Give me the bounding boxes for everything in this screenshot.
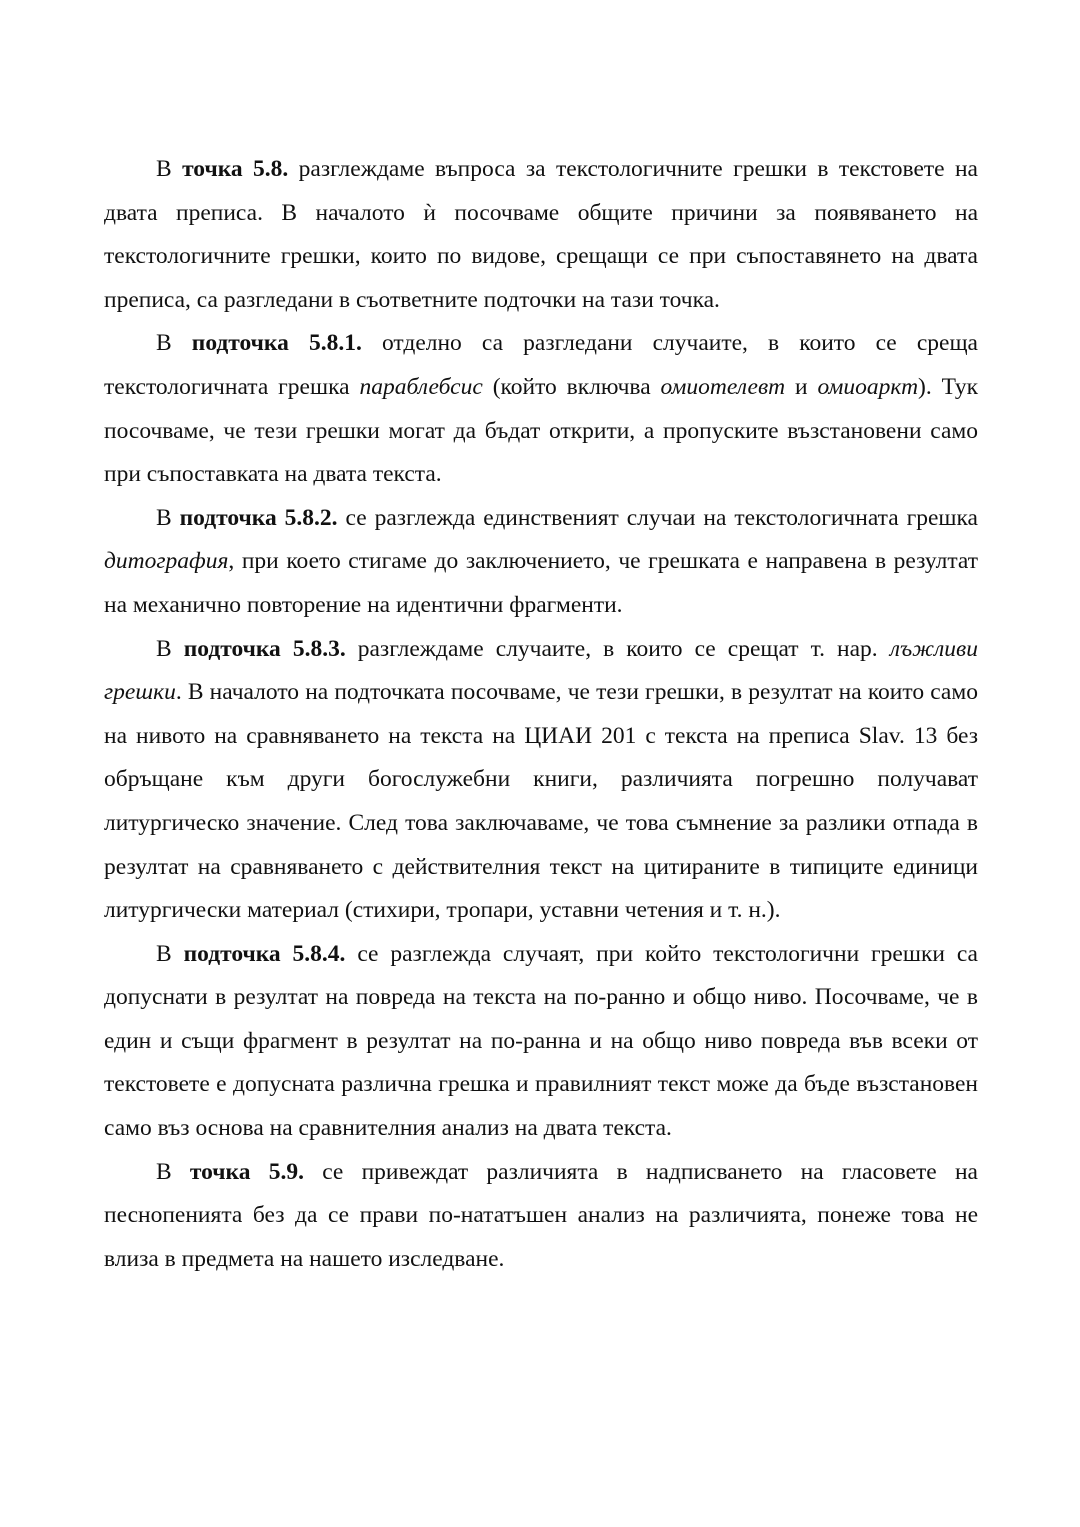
section-reference: подточка 5.8.4.: [183, 940, 346, 967]
paragraph-subpoint-5-8-4: [104, 933, 978, 1151]
paragraph-text: , при което стигаме до заключението, че грешката е направена в резултат на механично повторение на идентични фрагменти.: [104, 548, 978, 618]
term-homoioarcton: омиоаркт: [817, 373, 919, 400]
term-false-errors: лъжливи грешки: [104, 635, 978, 706]
paragraph-text: и: [785, 373, 818, 400]
paragraph-text: В: [156, 330, 192, 357]
paragraph-text: разглеждаме случаите, в които се срещат т. нар.: [345, 635, 890, 662]
paragraph-text: В: [156, 940, 184, 967]
term-homoioteleuton: омиотелевт: [660, 373, 786, 400]
section-reference: подточка 5.8.3.: [183, 635, 346, 662]
paragraph-text: се разглежда случаят, при който текстологични грешки са допуснати в резултат на повреда на текста на по-ранно и общо ниво. Посочваме, че в един и същи фрагмент в резултат на по-ранна и на общо ниво повреда във всеки от текстовете е допусната различна грешка и правилният текст може да бъде възстановен само въз основа на сравнителния анализ на двата текста.: [104, 940, 978, 1142]
paragraph-text: В: [156, 1158, 190, 1185]
document-page: [104, 148, 978, 1281]
paragraph-text: ). Тук посочваме, че тези грешки могат да бъдат открити, а пропуските възстановени само при съпоставката на двата текста.: [104, 373, 979, 488]
paragraph-text: В: [156, 156, 183, 182]
section-reference: точка 5.8.: [182, 156, 289, 182]
paragraph-text: се привеждат различията в надписването на гласовете на песнопенията без да се прави по-нататъшен анализ на различията, понеже това не влиза в предмета на нашето изследване.: [104, 1158, 978, 1272]
paragraph-subpoint-5-8-1: [104, 322, 978, 496]
paragraph-subpoint-5-8-3: [104, 628, 978, 933]
paragraph-text: се разглежда единственият случаи на текстологичната грешка: [337, 504, 978, 531]
paragraph-text: В: [156, 504, 180, 531]
paragraph-subpoint-5-8-2: [104, 497, 978, 628]
term-parablepsis: параблебсис: [359, 373, 483, 400]
paragraph-text: В: [156, 635, 184, 662]
section-reference: подточка 5.8.1.: [191, 330, 362, 357]
section-reference: подточка 5.8.2.: [179, 504, 338, 531]
paragraph-text: разглеждаме въпроса за текстологичните грешки в текстовете на двата преписа. В началото ѝ посочваме общите причини за появяването на текстологичните грешки, които по видове, срещащи се при съпоставянето на двата преписа, са разгледани в съответните подточки на тази точка.: [104, 156, 978, 313]
paragraph-text: отделно са разгледани случаите, в които се среща текстологичната грешка: [104, 330, 978, 400]
paragraph-text: (който включва: [482, 373, 661, 400]
paragraph-text: . В началото на подточката посочваме, че тези грешки, в резултат на които само на нивото на сравняването на текста на ЦИАИ 201 с текста на преписа Slav. 13 без обръщане към други богослужебни книги, различията погрешно получават литургическо значение. След това заключаваме, че това съмнение за разлики отпада в резултат на сравняването с действителния текст на цитираните в типиците единици литургически материал (стихири, тропари, уставни четения и т. н.).: [104, 679, 978, 924]
term-dittography: дитография: [104, 548, 229, 575]
paragraph-point-5-9: [104, 1151, 978, 1282]
section-reference: точка 5.9.: [189, 1158, 304, 1185]
paragraph-point-5-8: [104, 148, 978, 322]
